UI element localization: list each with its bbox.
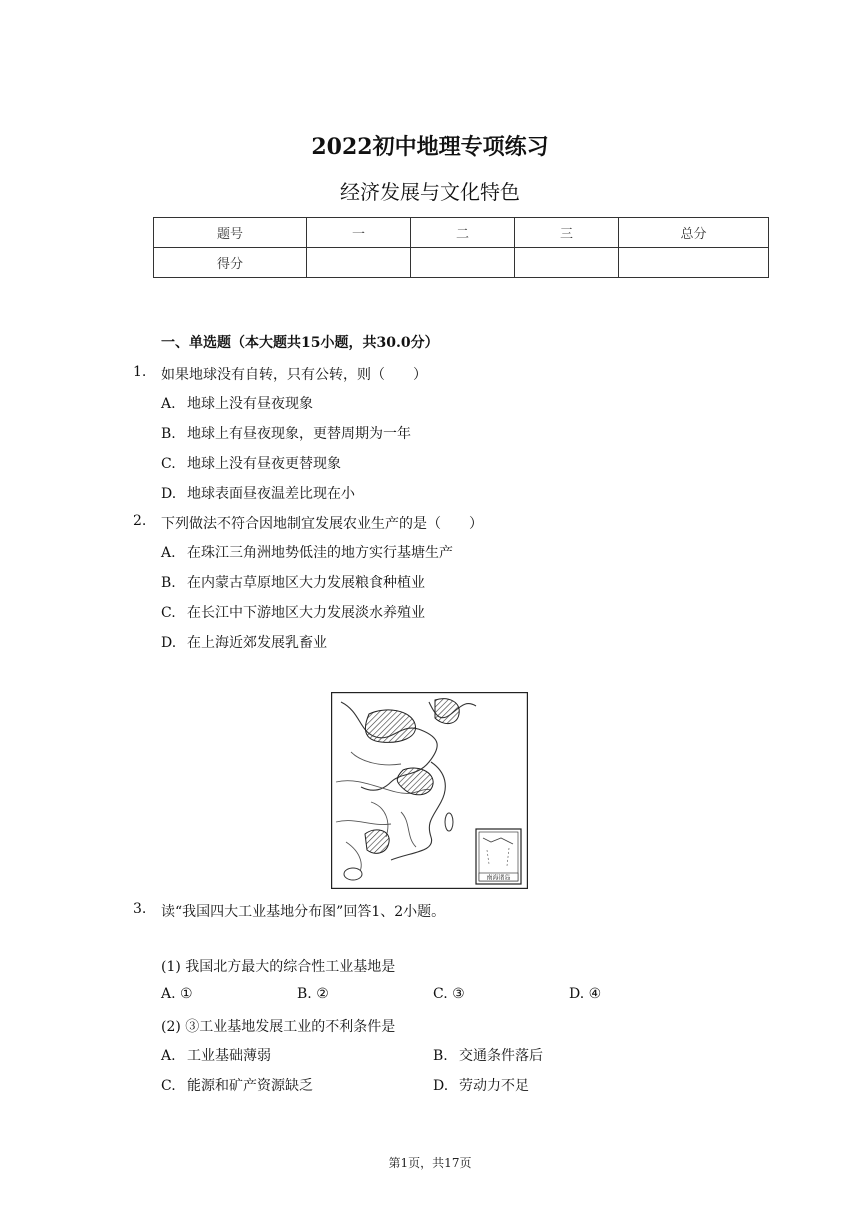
option-text: 在珠江三角洲地势低洼的地方实行基塘生产	[187, 545, 453, 561]
option-text: 地球上没有昼夜更替现象	[187, 456, 341, 472]
option-text: 在内蒙古草原地区大力发展粮食种植业	[187, 575, 425, 591]
option-letter: A.	[161, 1048, 176, 1064]
option-letter: A.	[161, 545, 176, 561]
score-header-cell: 题号	[154, 218, 307, 248]
page-footer: 第1页，共17页	[388, 1156, 472, 1170]
option-text: 地球上没有昼夜现象	[187, 396, 313, 412]
option-text: 能源和矿产资源缺乏	[187, 1078, 313, 1094]
score-header-cell: 三	[515, 218, 619, 248]
inset-label: 南海诸岛	[486, 874, 511, 882]
map-figure	[331, 692, 528, 889]
option-text: 地球表面昼夜温差比现在小	[187, 486, 355, 502]
option-text: 在上海近郊发展乳畜业	[187, 635, 327, 651]
section-heading: 一、单选题（本大题共15小题，共30.0分）	[161, 335, 439, 351]
option	[161, 423, 411, 443]
option	[161, 1045, 271, 1065]
option-letter: B.	[433, 1048, 448, 1064]
option-text: 交通条件落后	[459, 1048, 543, 1064]
option-letter: B.	[161, 575, 176, 591]
base-region-4	[365, 830, 389, 853]
option-letter: C.	[161, 456, 176, 472]
score-cell	[411, 248, 515, 278]
question-number: 3.	[133, 901, 147, 917]
question-stem: 读“我国四大工业基地分布图”回答1、2小题。	[161, 904, 446, 920]
question-number: 1.	[133, 364, 147, 380]
base-region-2	[365, 710, 415, 742]
option	[161, 393, 313, 413]
page-title: 2022初中地理专项练习	[311, 134, 549, 160]
score-table-header-row	[154, 218, 769, 248]
option: C. ③	[433, 986, 465, 1002]
option	[161, 602, 425, 622]
option	[433, 1045, 543, 1065]
score-cell	[619, 248, 769, 278]
option-letter: D.	[433, 1078, 449, 1094]
option-text: 地球上有昼夜现象，更替周期为一年	[187, 426, 411, 442]
option: A. ①	[161, 986, 193, 1002]
score-table-score-row	[154, 248, 769, 278]
option-text: 在长江中下游地区大力发展淡水养殖业	[187, 605, 425, 621]
option-letter: C.	[161, 605, 176, 621]
subquestion-stem: (1) 我国北方最大的综合性工业基地是	[161, 959, 396, 975]
option-letter: A.	[161, 396, 176, 412]
question-stem: 如果地球没有自转，只有公转，则（ ）	[161, 367, 427, 383]
option	[161, 542, 453, 562]
page-subtitle: 经济发展与文化特色	[340, 180, 520, 204]
option-text: 工业基础薄弱	[187, 1048, 271, 1064]
option	[161, 453, 341, 473]
option: B. ②	[297, 986, 329, 1002]
score-header-cell: 总分	[619, 218, 769, 248]
score-row-label: 得分	[154, 248, 307, 278]
question-stem: 下列做法不符合因地制宜发展农业生产的是（ ）	[161, 516, 483, 532]
score-header-cell: 二	[411, 218, 515, 248]
option-letter: B.	[161, 426, 176, 442]
score-header-cell: 一	[307, 218, 411, 248]
option	[161, 1075, 313, 1095]
industrial-bases-map	[331, 692, 528, 889]
option-text: 劳动力不足	[459, 1078, 529, 1094]
score-table	[153, 217, 769, 278]
option	[433, 1075, 529, 1095]
score-cell	[515, 248, 619, 278]
option: D. ④	[569, 986, 602, 1002]
option-letter: D.	[161, 635, 177, 651]
score-cell	[307, 248, 411, 278]
option	[161, 483, 355, 503]
subquestion-stem: (2) ③工业基地发展工业的不利条件是	[161, 1019, 396, 1035]
option	[161, 572, 425, 592]
option	[161, 632, 327, 652]
option-letter: C.	[161, 1078, 176, 1094]
option-letter: D.	[161, 486, 177, 502]
base-region-1	[435, 699, 459, 724]
question-number: 2.	[133, 513, 147, 529]
